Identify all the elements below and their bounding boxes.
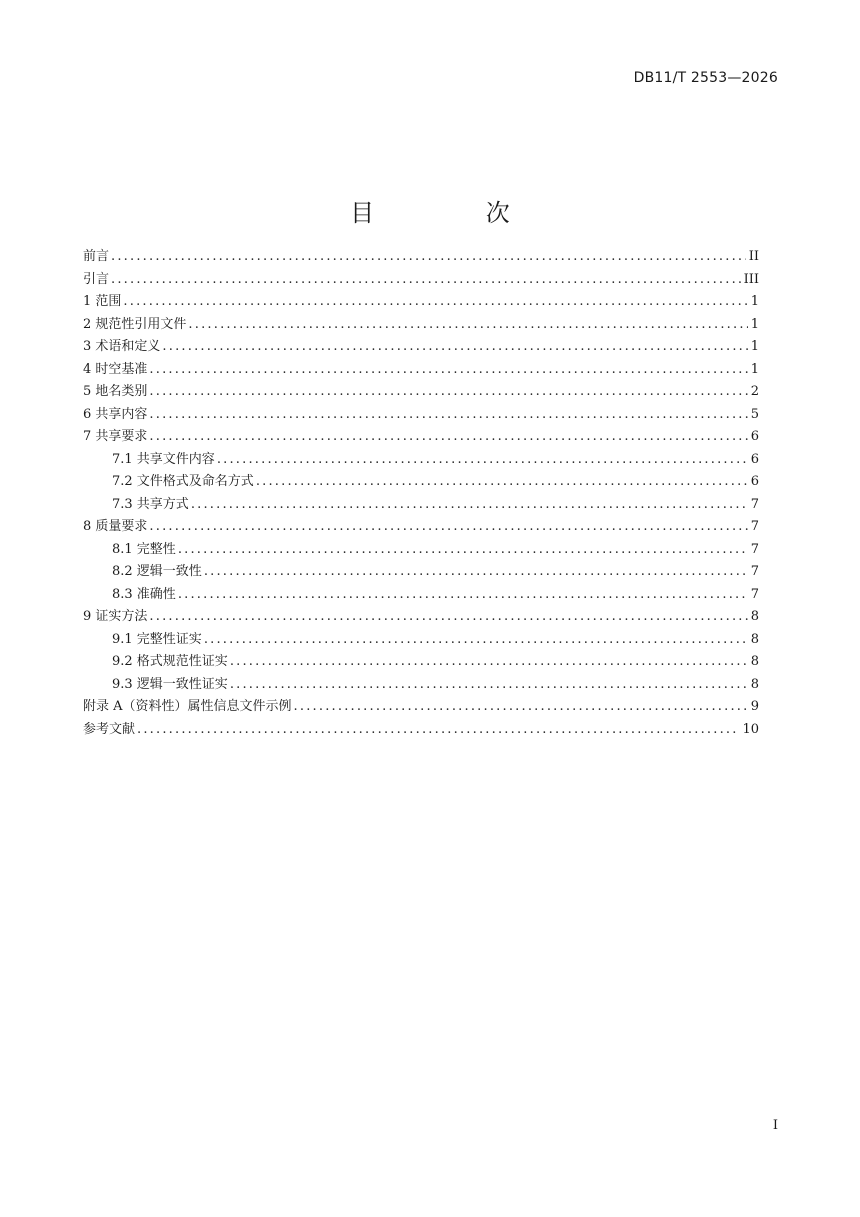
toc-entry-label: 8.2 逻辑一致性 (112, 564, 202, 579)
toc-entry-label: 引言 (83, 271, 110, 287)
toc-entry-page: 1 (750, 316, 759, 332)
toc-entry-label: 4 时空基准 (83, 361, 148, 377)
toc-entry-label: 5 地名类别 (83, 384, 148, 399)
toc-dot-leader (149, 359, 747, 382)
toc-dot-leader (111, 269, 741, 292)
toc-entry-page: 7 (750, 496, 759, 512)
toc-entry-page: 2 (750, 384, 759, 399)
toc-entry-page: 6 (750, 429, 759, 444)
toc-dot-leader (294, 696, 748, 719)
toc-dot-leader (178, 539, 748, 562)
toc-entry-page: 7 (750, 541, 759, 557)
toc-entry-page: 5 (750, 406, 759, 422)
toc-dot-leader (137, 719, 739, 742)
toc-dot-leader (111, 246, 746, 269)
toc-entry-label: 8 质量要求 (83, 519, 148, 534)
toc-entry[interactable] (83, 516, 759, 539)
toc-dot-leader (204, 561, 748, 584)
table-of-contents (83, 246, 759, 741)
toc-entry-label: 7.2 文件格式及命名方式 (112, 474, 254, 489)
toc-dot-leader (204, 629, 748, 652)
toc-dot-leader (178, 584, 748, 607)
toc-dot-leader (149, 404, 747, 427)
toc-entry-label: 9.1 完整性证实 (112, 631, 202, 647)
toc-entry-page: 7 (750, 564, 759, 579)
toc-dot-leader (149, 516, 747, 539)
page-title: 目 次 (350, 199, 562, 227)
toc-dot-leader (217, 449, 748, 472)
toc-dot-leader (188, 314, 747, 337)
toc-entry-label: 前言 (83, 249, 110, 264)
toc-dot-leader (230, 651, 748, 674)
toc-entry[interactable] (83, 606, 759, 629)
toc-dot-leader (230, 674, 748, 697)
toc-entry-label: 参考文献 (83, 721, 136, 737)
toc-entry-label: 3 术语和定义 (83, 339, 161, 354)
toc-entry[interactable] (83, 381, 759, 404)
toc-entry[interactable] (83, 426, 759, 449)
toc-entry-label: 9 证实方法 (83, 609, 148, 624)
toc-entry-label: 7 共享要求 (83, 429, 148, 444)
toc-entry[interactable] (83, 336, 759, 359)
toc-entry[interactable] (83, 359, 759, 382)
toc-entry[interactable] (83, 584, 759, 607)
toc-entry-page: III (743, 271, 759, 287)
toc-dot-leader (149, 606, 747, 629)
toc-entry-label: 9.3 逻辑一致性证实 (112, 676, 228, 692)
toc-entry[interactable] (83, 719, 759, 742)
toc-entry-label: 9.2 格式规范性证实 (112, 654, 228, 669)
toc-entry[interactable] (83, 629, 759, 652)
toc-entry[interactable] (83, 696, 759, 719)
toc-dot-leader (149, 426, 747, 449)
toc-entry-label: 8.3 准确性 (112, 586, 176, 602)
toc-entry-label: 1 范围 (83, 294, 122, 309)
toc-entry[interactable] (83, 561, 759, 584)
toc-entry[interactable] (83, 314, 759, 337)
toc-entry-page: 6 (750, 451, 759, 467)
toc-entry-page: 8 (750, 676, 759, 692)
toc-entry-label: 7.3 共享方式 (112, 496, 189, 512)
toc-entry-label: 7.1 共享文件内容 (112, 451, 215, 467)
toc-entry-label: 2 规范性引用文件 (83, 316, 187, 332)
toc-dot-leader (162, 336, 747, 359)
toc-dot-leader (123, 291, 747, 314)
page-number: I (772, 1118, 778, 1133)
toc-entry-page: 1 (750, 361, 759, 377)
toc-dot-leader (191, 494, 748, 517)
toc-entry-page: 8 (750, 631, 759, 647)
toc-entry-page: 9 (750, 699, 759, 714)
document-code: DB11/T 2553—2026 (633, 70, 778, 86)
toc-entry[interactable] (83, 539, 759, 562)
toc-entry-label: 8.1 完整性 (112, 541, 176, 557)
toc-entry-page: 8 (750, 609, 759, 624)
toc-entry-page: 7 (750, 586, 759, 602)
toc-entry[interactable] (83, 651, 759, 674)
toc-entry-page: 7 (750, 519, 759, 534)
toc-entry-label: 附录 A（资料性）属性信息文件示例 (83, 699, 292, 714)
toc-dot-leader (149, 381, 747, 404)
toc-entry-page: II (748, 249, 759, 264)
toc-entry-page: 1 (750, 294, 759, 309)
toc-entry-label: 6 共享内容 (83, 406, 148, 422)
toc-entry[interactable] (83, 269, 759, 292)
toc-entry[interactable] (83, 494, 759, 517)
toc-entry[interactable] (83, 291, 759, 314)
toc-entry[interactable] (83, 404, 759, 427)
toc-entry-page: 6 (750, 474, 759, 489)
toc-entry[interactable] (83, 471, 759, 494)
toc-entry-page: 1 (750, 339, 759, 354)
toc-dot-leader (256, 471, 748, 494)
toc-entry-page: 8 (750, 654, 759, 669)
toc-entry[interactable] (83, 449, 759, 472)
toc-entry[interactable] (83, 246, 759, 269)
toc-entry-page: 10 (742, 721, 759, 737)
toc-entry[interactable] (83, 674, 759, 697)
